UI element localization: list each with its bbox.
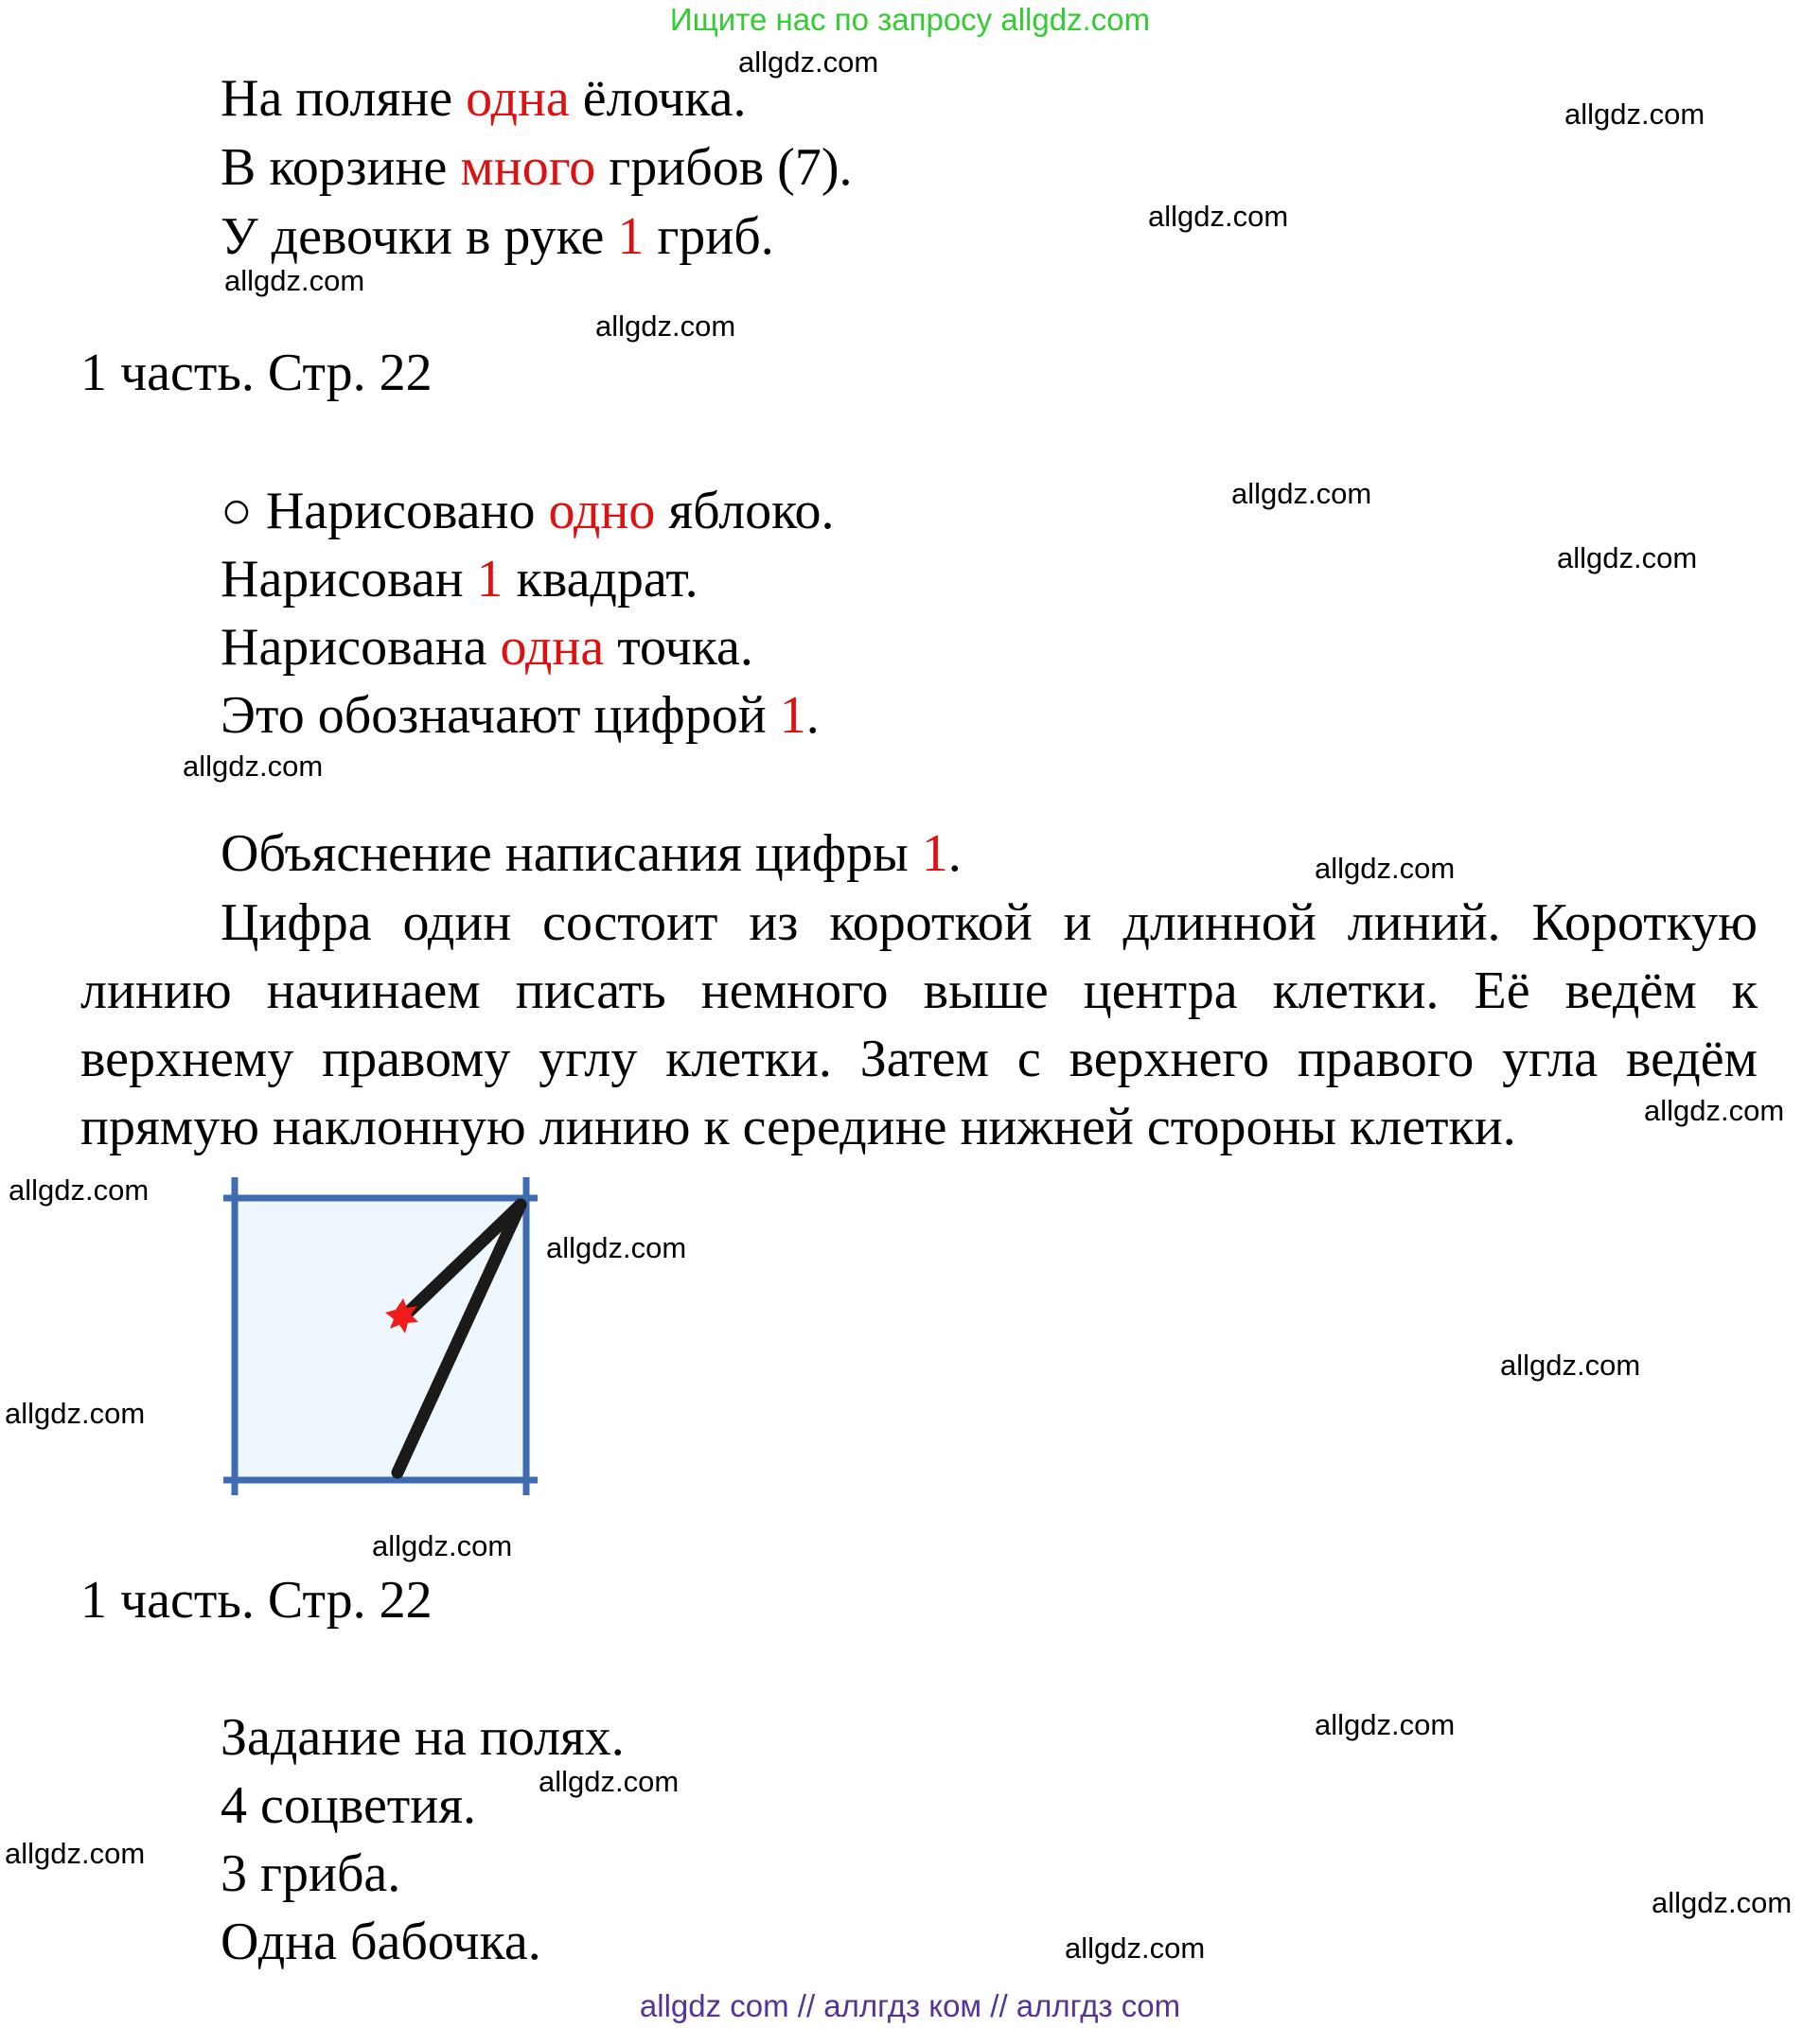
watermark: allgdz.com xyxy=(1557,541,1698,574)
line-text: Нарисован xyxy=(221,550,477,608)
line-text: гриб. xyxy=(644,207,774,266)
text-line xyxy=(221,64,747,132)
text-line xyxy=(221,681,820,749)
line-text: ○ Нарисовано xyxy=(221,482,549,540)
text-line xyxy=(221,203,774,271)
top-banner: Ищите нас по запросу allgdz.com xyxy=(669,2,1151,37)
text-line xyxy=(221,133,852,202)
watermark: allgdz.com xyxy=(1315,1708,1456,1741)
section-heading: 1 часть. Стр. 22 xyxy=(80,1571,433,1630)
paragraph-text: Цифра один состоит из короткой и длинной линий. Короткую линию начинаем писать немного выше центра клетки. Её ведём к верхнему правому углу клетки. Затем с верхнего правого угла ведём прямую наклонную линию к середине нижней стороны клетки. xyxy=(80,893,1758,1156)
highlight-word: 1 xyxy=(476,550,504,608)
line-text: На поляне xyxy=(221,69,467,128)
highlight-word: много xyxy=(460,138,596,197)
watermark: allgdz.com xyxy=(224,264,365,297)
text-line xyxy=(221,477,835,545)
highlight-word: одно xyxy=(548,482,656,540)
highlight-word: 1 xyxy=(921,824,948,883)
line-text: Объяснение написания цифры xyxy=(221,824,922,883)
line-text: яблоко. xyxy=(655,482,835,540)
explanation-title xyxy=(221,820,962,888)
watermark: allgdz.com xyxy=(1500,1349,1641,1382)
text-line: 4 соцветия. xyxy=(221,1776,476,1835)
line-text: Это обозначают цифрой xyxy=(221,686,780,745)
line-text: квадрат. xyxy=(503,550,698,608)
highlight-word: одна xyxy=(500,618,605,677)
text-line: 3 гриба. xyxy=(221,1844,401,1903)
watermark: allgdz.com xyxy=(1231,477,1372,510)
watermark: allgdz.com xyxy=(372,1529,513,1562)
watermark: allgdz.com xyxy=(183,749,324,783)
digit-one-diagram xyxy=(218,1164,568,1505)
text-line: Задание на полях. xyxy=(221,1708,625,1767)
line-text: В корзине xyxy=(221,138,461,197)
watermark: allgdz.com xyxy=(738,45,879,79)
highlight-word: одна xyxy=(466,69,570,128)
section-heading: 1 часть. Стр. 22 xyxy=(80,344,433,402)
line-text: Нарисована xyxy=(221,618,501,677)
watermark: allgdz.com xyxy=(1564,97,1705,131)
watermark: allgdz.com xyxy=(1652,1886,1793,1919)
watermark: allgdz.com xyxy=(5,1397,146,1430)
line-text: грибов (7). xyxy=(595,138,853,197)
line-text: ёлочка. xyxy=(569,69,747,128)
highlight-word: 1 xyxy=(617,207,645,266)
watermark: allgdz.com xyxy=(539,1765,680,1798)
watermark: allgdz.com xyxy=(1065,1931,1206,1965)
line-text: точка. xyxy=(604,618,753,677)
text-line xyxy=(221,545,698,613)
watermark: allgdz.com xyxy=(1148,200,1289,233)
watermark: allgdz.com xyxy=(9,1173,150,1207)
text-line: Одна бабочка. xyxy=(221,1913,541,1971)
text-line xyxy=(221,613,753,681)
watermark: allgdz.com xyxy=(1315,852,1456,885)
highlight-word: 1 xyxy=(779,686,806,745)
line-text: . xyxy=(805,686,820,745)
watermark: allgdz.com xyxy=(5,1837,146,1870)
line-text: . xyxy=(947,824,962,883)
watermark: allgdz.com xyxy=(1644,1094,1785,1127)
footer-banner: allgdz com // аллгдз ком // аллгдз com xyxy=(639,1988,1181,2023)
watermark: allgdz.com xyxy=(595,309,736,343)
line-text: У девочки в руке xyxy=(221,207,618,266)
watermark: allgdz.com xyxy=(546,1231,687,1264)
explanation-paragraph xyxy=(80,889,1758,1161)
